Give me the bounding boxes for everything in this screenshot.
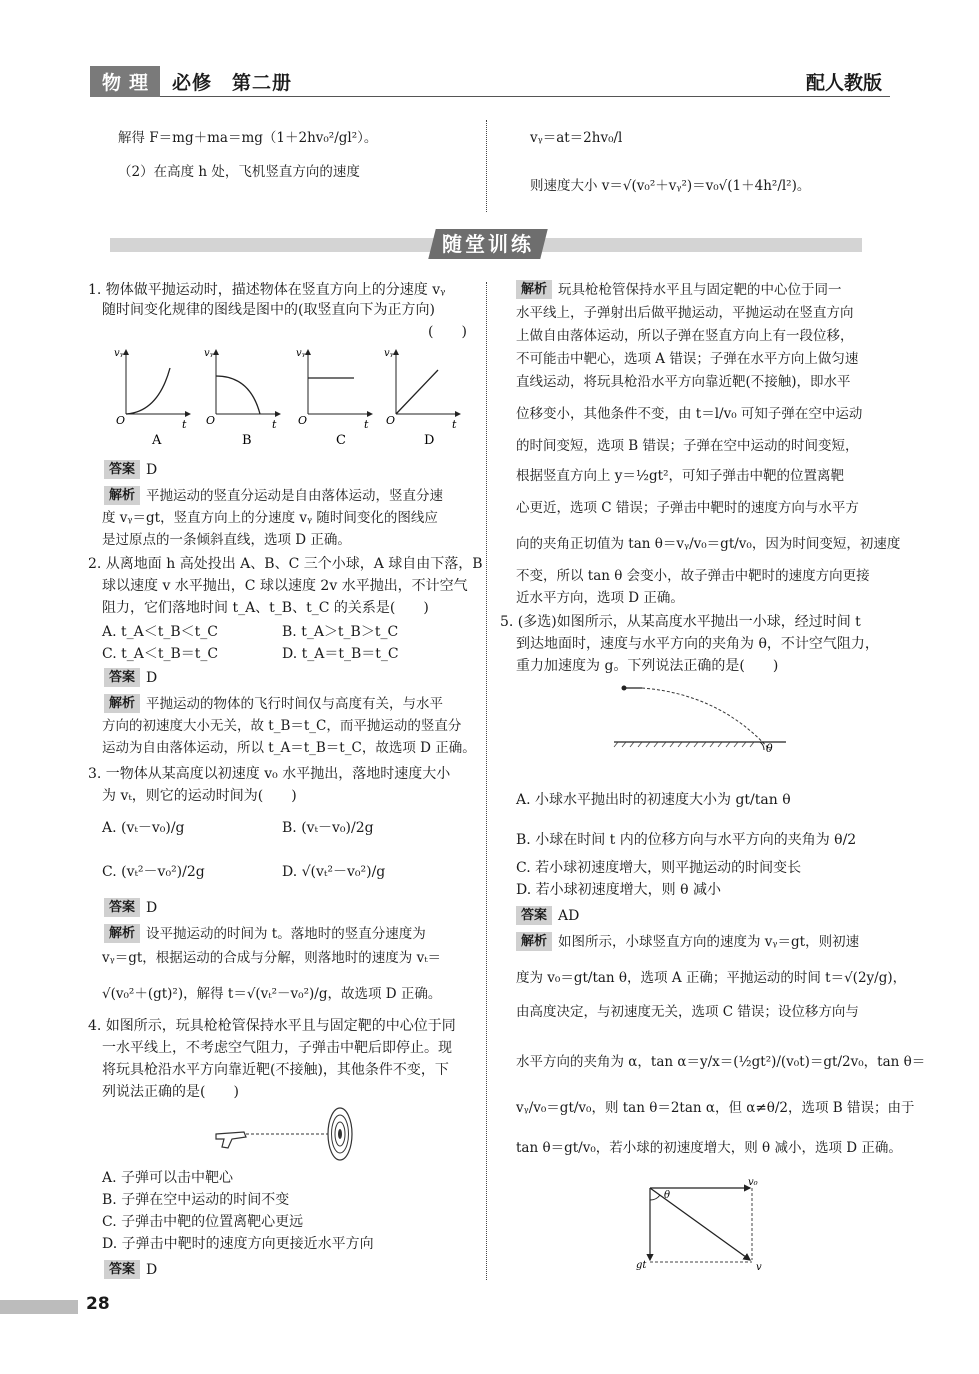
- q3-answer-label: 答案: [104, 898, 140, 917]
- q1-graph-c: [296, 348, 372, 448]
- q5-diagram-theta: θ: [664, 1190, 671, 1201]
- q5-analysis-line: 由高度决定，与初速度无关，选项 C 错误；设位移方向与: [516, 1004, 859, 1020]
- top-left-line1: 解得 F＝mg＋ma＝mg（1＋2hv₀²/gl²）。: [118, 130, 378, 146]
- q2-option-d: D. t_A＝t_B＝t_C: [282, 646, 399, 662]
- q5-analysis-line: 如图所示，小球竖直方向的速度为 vᵧ＝gt，则初速: [558, 934, 860, 950]
- q2-answer: D: [146, 670, 158, 686]
- q1-axis-v-label: vᵧ: [296, 348, 306, 359]
- q5-answer-label: 答案: [516, 906, 552, 925]
- q3-option-b: B. (vₜ－v₀)/2g: [282, 820, 374, 836]
- q3-analysis-label: 解析: [104, 924, 140, 943]
- q1-axis-v-label: vᵧ: [204, 348, 214, 359]
- q5-option-d: D. 若小球初速度增大，则 θ 减小: [516, 882, 721, 898]
- q1-axis-v-label: vᵧ: [384, 348, 394, 359]
- q4-stem-line: 一水平线上，不考虑空气阻力，子弹击中靶后即停止。现: [102, 1040, 452, 1056]
- q5-analysis-label: 解析: [516, 932, 552, 951]
- q3-option-d: D. √(vₜ²－v₀²)/g: [282, 864, 386, 880]
- q1-axis-t-label: t: [452, 418, 457, 431]
- q5-answer: AD: [558, 908, 580, 924]
- q5-stem-line: 5. (多选)如图所示，从某高度水平抛出一小球，经过时间 t: [500, 614, 861, 630]
- column-divider-top: [486, 120, 487, 212]
- q2-analysis-line: 方向的初速度大小无关，故 t_B＝t_C，而平抛运动的竖直分: [102, 718, 462, 734]
- footer-bar: [0, 1300, 78, 1314]
- q1-analysis-line: 平抛运动的竖直分运动是自由落体运动，竖直分速: [146, 488, 443, 504]
- q1-axis-t-label: t: [182, 418, 187, 431]
- q4-analysis-line: 上做自由落体运动，所以子弹在竖直方向上有一段位移，: [516, 328, 854, 344]
- q1-answer: D: [146, 462, 158, 478]
- q1-analysis-line: 度 vᵧ＝gt，竖直方向上的分速度 vᵧ 随时间变化的图线应: [102, 510, 438, 526]
- q2-analysis-line: 运动为自由落体运动，所以 t_A＝t_B＝t_C，故选项 D 正确。: [102, 740, 476, 756]
- q5-option-c: C. 若小球初速度增大，则平抛运动的时间变长: [516, 860, 802, 876]
- q5-stem-line: 重力加速度为 g。下列说法正确的是( ): [516, 658, 779, 674]
- q3-answer: D: [146, 900, 158, 916]
- q2-option-c: C. t_A＜t_B＝t_C: [102, 646, 219, 662]
- q5-analysis-line: 水平方向的夹角为 α，tan α＝y/x＝(½gt²)/(v₀t)＝gt/2v₀，tan θ＝: [516, 1054, 926, 1070]
- q1-axis-t-label: t: [364, 418, 369, 431]
- q1-graph-d: [384, 348, 460, 448]
- q4-analysis-line: 心更近，选项 C 错误；子弹击中靶时的速度方向与水平方: [516, 500, 859, 516]
- top-left-line2: （2）在高度 h 处，飞机竖直方向的速度: [118, 164, 360, 180]
- q2-option-b: B. t_A＞t_B＞t_C: [282, 624, 399, 640]
- q4-analysis-line: 不可能击中靶心，选项 A 错误；子弹在水平方向上做匀速: [516, 351, 859, 367]
- q1-origin-label: O: [206, 414, 216, 427]
- q3-stem-line: 为 vₜ，则它的运动时间为( ): [102, 788, 297, 804]
- q1-graph-label-c: C: [336, 433, 346, 448]
- q2-stem-line: 球以速度 v 水平抛出，C 球以速度 2v 水平抛出，不计空气: [102, 578, 468, 594]
- q4-analysis-line: 直线运动，将玩具枪沿水平方向靠近靶(不接触)，即水平: [516, 374, 851, 390]
- q5-analysis-line: 度为 v₀＝gt/tan θ，选项 A 正确；平抛运动的时间 t＝√(2y/g)，: [516, 970, 907, 986]
- q1-answer-bracket: ( ): [428, 324, 467, 340]
- q4-option-d: D. 子弹击中靶时的速度方向更接近水平方向: [102, 1236, 374, 1252]
- q4-stem-line: 列说法正确的是( ): [102, 1084, 239, 1100]
- q4-analysis-line: 的时间变短，选项 B 错误；子弹在空中运动的时间变短，: [516, 438, 859, 454]
- q4-option-b: B. 子弹在空中运动的时间不变: [102, 1192, 290, 1208]
- q4-analysis-line: 位移变小，其他条件不变，由 t＝l/v₀ 可知子弹在空中运动: [516, 406, 863, 422]
- q2-analysis-line: 平抛运动的物体的飞行时间仅与高度有关，与水平: [146, 696, 443, 712]
- q1-analysis-label: 解析: [104, 486, 140, 505]
- subject-tag: 物理: [90, 66, 160, 97]
- q4-option-c: C. 子弹击中靶的位置离靶心更远: [102, 1214, 304, 1230]
- q5-option-a: A. 小球水平抛出时的初速度大小为 gt/tan θ: [516, 792, 791, 808]
- top-right-line2: 则速度大小 v＝√(v₀²＋vᵧ²)＝v₀√(1＋4h²/l²)。: [530, 178, 811, 194]
- edition-label: 配人教版: [805, 72, 882, 94]
- q3-analysis-line: 设平抛运动的时间为 t。落地时的竖直分速度为: [146, 926, 426, 942]
- section-title: 随堂训练: [442, 232, 534, 256]
- q4-analysis-line: 近水平方向，选项 D 正确。: [516, 590, 684, 606]
- q4-option-a: A. 子弹可以击中靶心: [102, 1170, 234, 1186]
- column-divider: [486, 282, 487, 1280]
- top-right-line1: vᵧ＝at＝2hv₀/l: [530, 130, 623, 146]
- q1-graph-b: [204, 348, 280, 448]
- q5-projectile-figure: [610, 680, 790, 762]
- q3-analysis-line: √(v₀²＋(gt)²)，解得 t＝√(vₜ²－v₀²)/g，故选项 D 正确。: [102, 986, 442, 1002]
- q1-graph-label-b: B: [242, 433, 252, 448]
- q1-stem-line: 1. 物体做平抛运动时，描述物体在竖直方向上的分速度 vᵧ: [88, 282, 446, 298]
- q5-fig-theta: θ: [766, 742, 773, 755]
- book-title: 必修 第二册: [172, 72, 293, 94]
- q5-diagram-v0: v₀: [748, 1177, 758, 1188]
- q3-analysis-line: vᵧ＝gt，根据运动的合成与分解，则落地时的速度为 vₜ＝: [102, 950, 442, 966]
- q3-option-c: C. (vₜ²－v₀²)/2g: [102, 864, 205, 880]
- q5-option-b: B. 小球在时间 t 内的位移方向与水平方向的夹角为 θ/2: [516, 832, 857, 848]
- q1-axis-v-label: vᵧ: [114, 348, 124, 359]
- page-number: 28: [86, 1294, 110, 1314]
- q2-option-a: A. t_A＜t_B＜t_C: [102, 624, 218, 640]
- q4-analysis-line: 向的夹角正切值为 tan θ＝vᵧ/v₀＝gt/v₀，因为时间变短，初速度: [516, 536, 901, 552]
- q1-stem-line: 随时间变化规律的图线是图中的(取竖直向下为正方向): [102, 302, 435, 318]
- q1-origin-label: O: [298, 414, 308, 427]
- q1-graphs: [100, 342, 480, 452]
- q5-analysis-line: tan θ＝gt/v₀，若小球的初速度增大，则 θ 减小，选项 D 正确。: [516, 1140, 902, 1156]
- q1-origin-label: O: [386, 414, 396, 427]
- q1-graph-a: [114, 348, 190, 448]
- q1-axis-t-label: t: [272, 418, 277, 431]
- q4-answer-label: 答案: [104, 1260, 140, 1279]
- q4-stem-line: 4. 如图所示，玩具枪枪管保持水平且与固定靶的中心位于同: [88, 1018, 456, 1034]
- q4-stem-line: 将玩具枪沿水平方向靠近靶(不接触)，其他条件不变，下: [102, 1062, 449, 1078]
- target-icon: [328, 1108, 352, 1160]
- q2-stem-line: 2. 从离地面 h 高处投出 A、B、C 三个小球，A 球自由下落，B: [88, 556, 483, 572]
- q4-answer: D: [146, 1262, 158, 1278]
- q1-answer-label: 答案: [104, 460, 140, 479]
- q5-diagram-gt: gt: [636, 1260, 647, 1271]
- q1-analysis-line: 是过原点的一条倾斜直线，选项 D 正确。: [102, 532, 351, 548]
- toy-gun-icon: [216, 1132, 246, 1148]
- q4-gun-target-figure: [210, 1106, 370, 1168]
- q4-analysis-label: 解析: [516, 280, 552, 299]
- ball-icon: [622, 686, 627, 691]
- q4-analysis-line: 不变，所以 tan θ 会变小，故子弹击中靶时的速度方向更接: [516, 568, 870, 584]
- q5-diagram-v: v: [756, 1262, 762, 1272]
- q5-analysis-line: vᵧ/v₀＝gt/v₀，则 tan θ＝2tan α，但 α≠θ/2，选项 B 错误；由于: [516, 1100, 915, 1116]
- q3-stem-line: 3. 一物体从某高度以初速度 v₀ 水平抛出，落地时速度大小: [88, 766, 451, 782]
- q1-graph-label-d: D: [424, 433, 435, 448]
- q2-analysis-label: 解析: [104, 694, 140, 713]
- q2-stem-line: 阻力，它们落地时间 t_A、t_B、t_C 的关系是( ): [102, 600, 429, 616]
- q4-analysis-line: 根据竖直方向上 y＝½gt²，可知子弹击中靶的位置离靶: [516, 468, 844, 484]
- q3-option-a: A. (vₜ－v₀)/g: [102, 820, 185, 836]
- q1-origin-label: O: [116, 414, 126, 427]
- q4-analysis-line: 玩具枪枪管保持水平且与固定靶的中心位于同一: [558, 282, 842, 298]
- q4-analysis-line: 水平线上，子弹射出后做平抛运动，平抛运动在竖直方向: [516, 305, 854, 321]
- q2-answer-label: 答案: [104, 668, 140, 687]
- q1-graph-label-a: A: [152, 433, 162, 448]
- section-banner: [428, 229, 547, 259]
- q5-stem-line: 到达地面时，速度与水平方向的夹角为 θ，不计空气阻力，: [516, 636, 879, 652]
- q5-velocity-diagram: [632, 1176, 772, 1272]
- page-header: [90, 62, 890, 97]
